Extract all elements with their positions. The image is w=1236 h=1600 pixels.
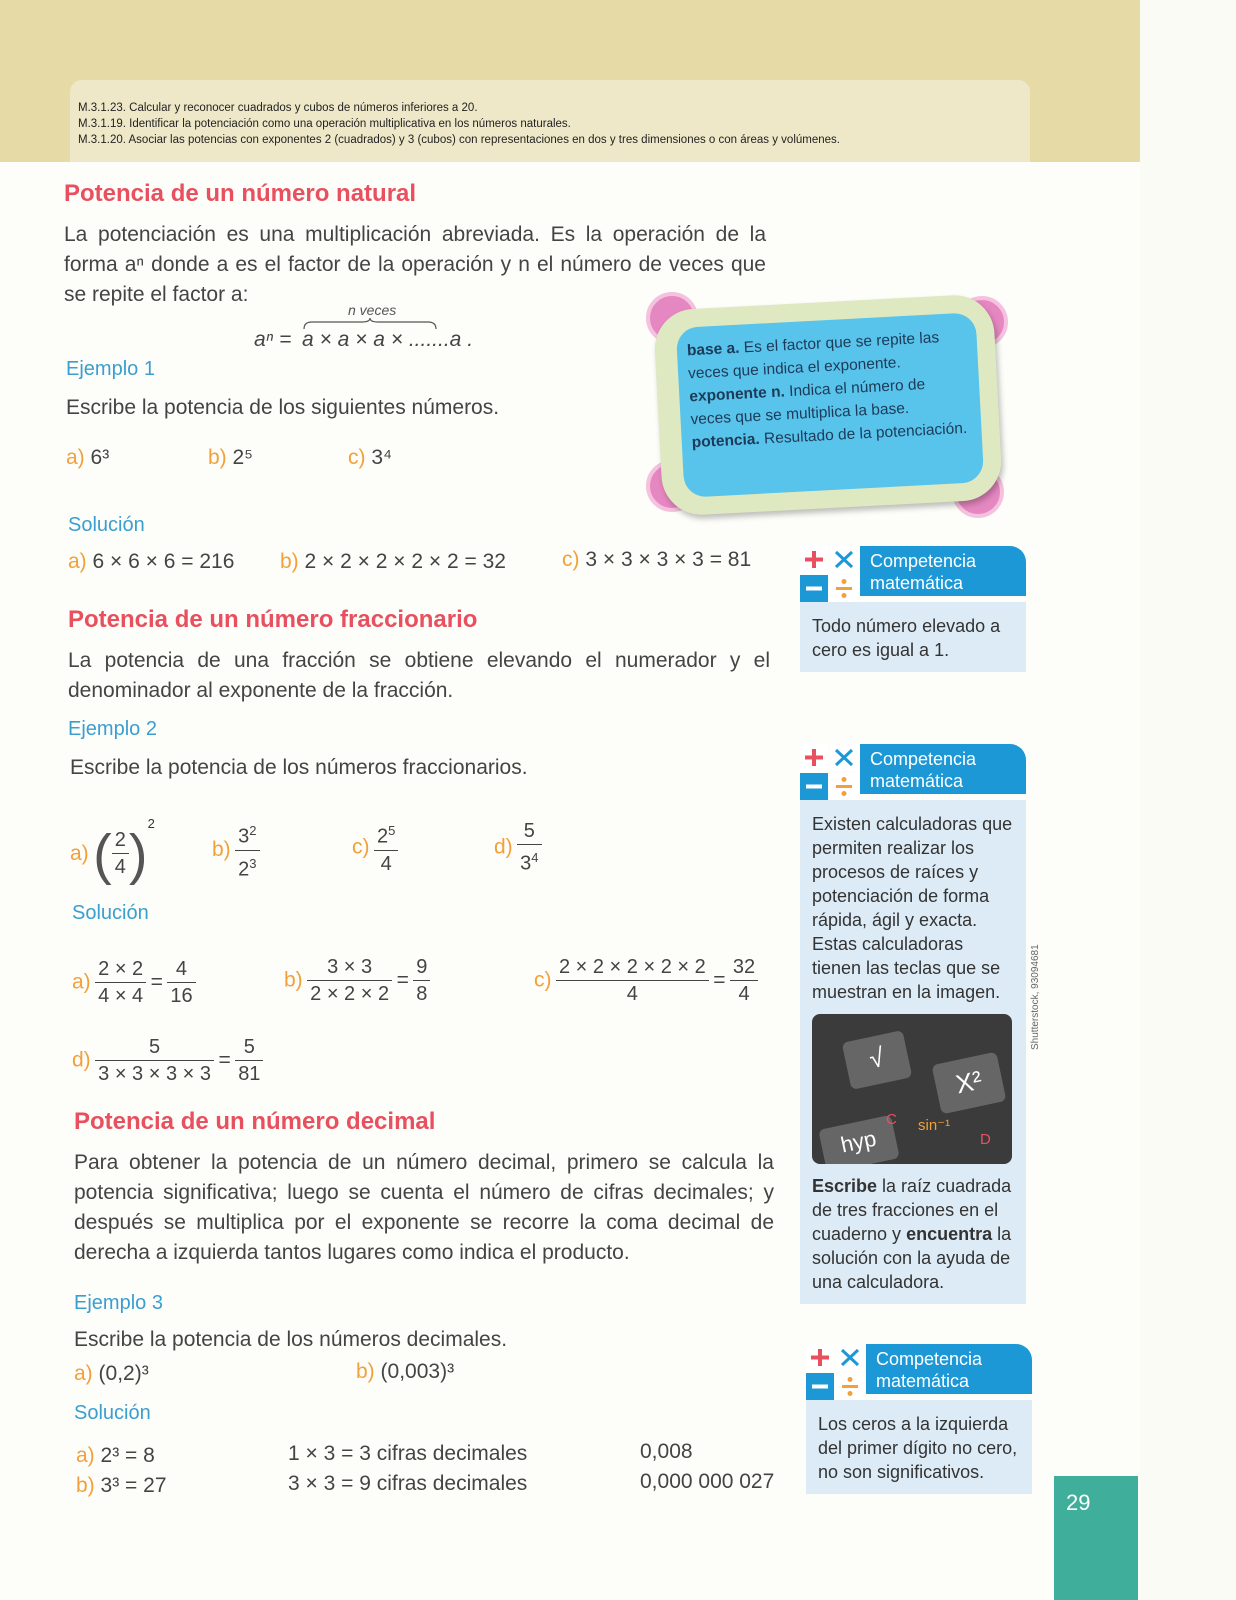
competencia-text: Existen calculadoras que permiten realizar los procesos de raíces y potenciación de forma rápida, ágil y exacta. Estas calculadoras tienen las teclas que se muestran en la imagen. [812, 814, 1013, 1002]
example-1-item-a: a) 6³ [66, 446, 110, 469]
solution-3-label: Solución [74, 1402, 151, 1424]
competencia-title: Competencia matemática [866, 1344, 1032, 1394]
key-label-d: D [980, 1131, 991, 1148]
example-3-item-a: a) (0,2)³ [74, 1362, 149, 1385]
competencia-title: Competencia matemática [860, 744, 1026, 794]
section-intro-natural: La potenciación es una multiplicación abreviada. Es la operación de la forma aⁿ donde a es el factor de la operación y n el número de veces que se repite el factor a: [64, 223, 766, 306]
key-label-sin: sin⁻¹ [918, 1117, 951, 1134]
solution-3-b-power: b) 3³ = 27 [76, 1474, 167, 1497]
solution-2-a: a) $\frac{2 \times 2}{4 \times 4}$ = $\frac{4}{16}$ [72, 956, 196, 1009]
skills-box [70, 80, 1030, 162]
example-2-label: Ejemplo 2 [68, 718, 157, 740]
example-3-text: Escribe la potencia de los números decimales. [74, 1328, 508, 1351]
example-1-label: Ejemplo 1 [66, 358, 155, 380]
competencia-text: Todo número elevado a cero es igual a 1. [800, 602, 1026, 672]
competencia-title: Competencia matemática [860, 546, 1026, 596]
solution-1-b: b) 2 × 2 × 2 × 2 × 2 = 32 [280, 550, 506, 573]
skill-3: M.3.1.20. Asociar las potencias con exponentes 2 (cuadrados) y 3 (cubos) con representaciones en dos y tres dimensiones o con áreas y volúmenes. [78, 134, 840, 146]
example-3-item-b: b) (0,003)³ [356, 1360, 455, 1383]
formula-label: n veces [348, 302, 397, 318]
example-2-item-b: b) $\frac{3^2}{2^3}$ [212, 818, 260, 882]
term-exponente: exponente n. [688, 383, 786, 406]
example-1-text: Escribe la potencia de los siguientes números. [66, 396, 500, 419]
example-2-item-c: c) $\frac{2^5}{4}$ [352, 818, 398, 877]
solution-1-a: a) 6 × 6 × 6 = 216 [68, 550, 235, 573]
competencia-box-3 [806, 1344, 1032, 1494]
example-1-item-c: c) 3⁴ [348, 446, 393, 469]
hyp-key: hyp [818, 1115, 900, 1164]
solution-2-label: Solución [72, 902, 149, 924]
section-title-natural: Potencia de un número natural [64, 180, 417, 207]
solution-2-c: c) $\frac{2 \times 2 \times 2 \times 2 \times 2}{4}$ = $\frac{32}{4}$ [534, 954, 758, 1007]
def-potencia: Resultado de la potenciación. [763, 419, 968, 448]
section-intro-fraccionario: La potencia de una fracción se obtiene elevando el numerador y el denominador al exponente de la fracción. [68, 649, 770, 702]
formula-lhs: aⁿ = [254, 328, 292, 351]
term-potencia: potencia. [691, 430, 761, 452]
formula-rhs: a × a × a × .......a . [302, 328, 474, 351]
skill-2: M.3.1.19. Identificar la potenciación como una operación multiplicativa en los números naturales. [78, 118, 571, 130]
section-title-fraccionario: Potencia de un número fraccionario [68, 606, 478, 633]
example-1-item-b: b) 2⁵ [208, 446, 253, 469]
solution-2-d: d) $\frac{5}{3 \times 3 \times 3 \times 3}$ = $\frac{5}{81}$ [72, 1034, 263, 1087]
competencia-body [800, 800, 1026, 1304]
page-margin [1140, 0, 1236, 1600]
solution-1-c: c) 3 × 3 × 3 × 3 = 81 [562, 548, 752, 571]
term-base: base a. [686, 339, 740, 360]
key-label-c: C [886, 1111, 897, 1128]
sqrt-key: √ [842, 1030, 913, 1090]
math-operations-icon [800, 744, 860, 802]
solution-2-b: b) $\frac{3 \times 3}{2 \times 2 \times 2}$ = $\frac{9}{8}$ [284, 954, 430, 1007]
def-base: Es el factor que se repite las veces que indica el exponente. [687, 329, 940, 383]
math-operations-icon [800, 546, 860, 604]
competencia-task: Escribe la raíz cuadrada de tres fracciones en el cuaderno y encuentra la solución con la ayuda de una calculadora. [812, 1176, 1012, 1292]
tablet-screen [676, 312, 984, 497]
page-number: 29 [1054, 1476, 1138, 1600]
x-squared-key: X² [932, 1052, 1007, 1115]
math-operations-icon [806, 1344, 866, 1402]
def-exponente: Indica el número de veces que se multiplica la base. [690, 376, 926, 429]
photo-credit: Shutterstock, 93094681 [1030, 944, 1041, 1050]
example-2-text: Escribe la potencia de los números fraccionarios. [70, 756, 528, 779]
solution-3-a-power: a) 2³ = 8 [76, 1444, 155, 1467]
solution-1-label: Solución [68, 514, 145, 536]
solution-3-a-digits: 1 × 3 = 3 cifras decimales [288, 1442, 528, 1465]
example-3-label: Ejemplo 3 [74, 1292, 163, 1314]
calculator-keys-image [812, 1014, 1012, 1164]
glossary-tablet [646, 292, 1010, 522]
section-intro-decimal: Para obtener la potencia de un número decimal, primero se calcula la potencia significativa; luego se cuenta el número de cifras decimales; y después se multiplica por el exponente se recorre la coma decimal de derecha a izquierda tantos lugares como indica el producto. [74, 1151, 774, 1264]
section-title-decimal: Potencia de un número decimal [74, 1108, 436, 1135]
example-2-item-a: a) ( $\frac{2}{4}$ )$^2$ [70, 816, 155, 886]
solution-3-a-result: 0,008 [640, 1440, 693, 1463]
example-2-item-d: d) $\frac{5}{3^4}$ [494, 818, 542, 877]
solution-3-b-result: 0,000 000 027 [640, 1470, 775, 1493]
skill-1: M.3.1.23. Calcular y reconocer cuadrados y cubos de números inferiores a 20. [78, 102, 478, 114]
power-formula [254, 300, 474, 360]
competencia-box-1 [800, 546, 1026, 672]
competencia-text: Los ceros a la izquierda del primer dígito no cero, no son significativos. [806, 1400, 1032, 1494]
competencia-box-2 [800, 744, 1026, 1304]
solution-3-b-digits: 3 × 3 = 9 cifras decimales [288, 1472, 528, 1495]
